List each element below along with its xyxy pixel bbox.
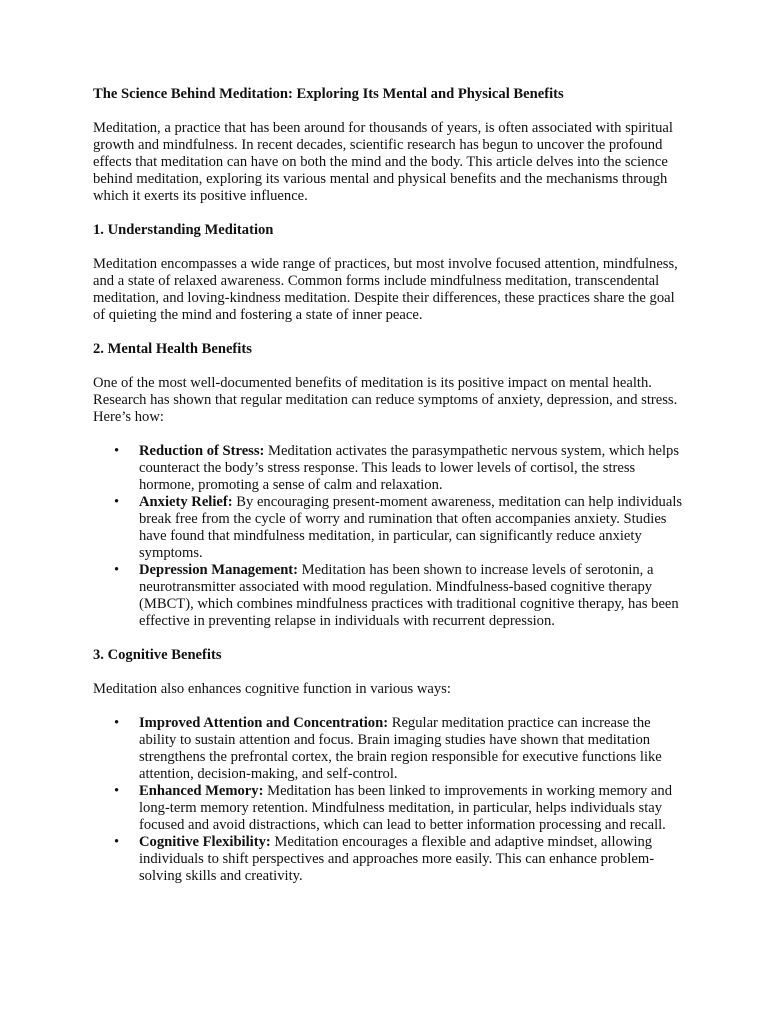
bullet-text: By encouraging present-moment awareness, meditation can help individuals break free from the cycle of worry and rumination that often accompanies anxiety. Studies have found that mindfulness meditation, in particular, can significantly reduce anxiety symptoms. [139, 494, 683, 561]
bullet-icon: • [114, 562, 120, 578]
list-item [93, 562, 683, 630]
section-heading: 3. Cognitive Benefits [93, 647, 222, 663]
bullet-text: Meditation has been linked to improvements in working memory and long-term memory retention. Mindfulness meditation, in particular, helps individuals stay focused and avoid distractions, which can lead to better information processing and recall. [139, 783, 672, 833]
bullet-term: Cognitive Flexibility: [139, 834, 271, 850]
section-paragraph: Meditation encompasses a wide range of practices, but most involve focused attention, mindfulness, and a state of relaxed awareness. Common forms include mindfulness meditation, transcendental meditation, and loving-kindness meditation. Despite their differences, these practices share the goal of quieting the mind and fostering a state of inner peace. [93, 256, 678, 323]
list-item [93, 715, 683, 783]
list-item [93, 443, 683, 494]
bullet-list [93, 443, 683, 630]
bullet-term: Depression Management: [139, 562, 299, 578]
bullet-icon: • [114, 443, 120, 459]
list-item [93, 834, 683, 885]
bullet-icon: • [114, 494, 120, 510]
bullet-text: Regular meditation practice can increase the ability to sustain attention and focus. Brain imaging studies have shown that meditation strengthens the prefrontal cortex, the brain region responsible for executive functions like attention, decision-making, and self-control. [139, 715, 662, 782]
section-paragraph: One of the most well-documented benefits of meditation is its positive impact on mental health. Research has shown that regular meditation can reduce symptoms of anxiety, depression, and stress. Here’s how: [93, 375, 678, 425]
intro-paragraph: Meditation, a practice that has been around for thousands of years, is often associated with spiritual growth and mindfulness. In recent decades, scientific research has begun to uncover the profound effects that meditation can have on both the mind and the body. This article delves into the science behind meditation, exploring its various mental and physical benefits and the mechanisms through which it exerts its positive influence. [93, 120, 673, 204]
bullet-list [93, 715, 683, 885]
bullet-term: Improved Attention and Concentration: [139, 715, 389, 731]
bullet-icon: • [114, 783, 120, 799]
bullet-term: Reduction of Stress: [139, 443, 265, 459]
section-paragraph: Meditation also enhances cognitive function in various ways: [93, 681, 451, 697]
document-title: The Science Behind Meditation: Exploring Its Mental and Physical Benefits [93, 86, 564, 102]
bullet-icon: • [114, 834, 120, 850]
bullet-text: Meditation has been shown to increase levels of serotonin, a neurotransmitter associated with mood regulation. Mindfulness-based cognitive therapy (MBCT), which combines mindfulness practices with traditional cognitive therapy, has been effective in preventing relapse in individuals with recurrent depression. [139, 562, 679, 629]
bullet-term: Anxiety Relief: [139, 494, 233, 510]
bullet-term: Enhanced Memory: [139, 783, 264, 799]
section-heading: 2. Mental Health Benefits [93, 341, 252, 357]
list-item [93, 494, 683, 562]
bullet-text: Meditation activates the parasympathetic nervous system, which helps counteract the body’s stress response. This leads to lower levels of cortisol, the stress hormone, promoting a sense of calm and relaxation. [139, 443, 680, 493]
bullet-text: Meditation encourages a flexible and adaptive mindset, allowing individuals to shift perspectives and approaches more easily. This can enhance problem-solving skills and creativity. [139, 834, 655, 884]
section-heading: 1. Understanding Meditation [93, 222, 274, 238]
list-item [93, 783, 683, 834]
document-page [93, 86, 683, 902]
bullet-icon: • [114, 715, 120, 731]
